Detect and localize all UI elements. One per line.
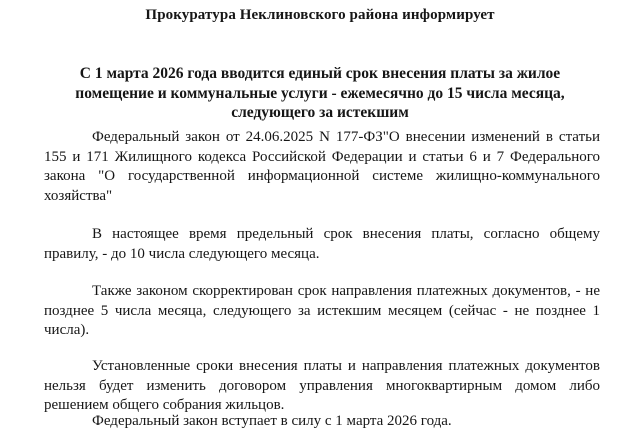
paragraph-fixed-deadlines: Установленные сроки внесения платы и направления платежных документов нельзя будет изменить договором управления многоквартирным домом либо решением общего собрания жильцов.: [44, 358, 600, 413]
paragraph-federal-law: Федеральный закон от 24.06.2025 N 177-ФЗ"О внесении изменений в статьи 155 и 171 Жилищного кодекса Российской Федерации и статьи 6 и 7 Федерального закона "О государственной информационной системе жилищно-коммунального хозяйства": [44, 129, 600, 204]
paragraph-current-deadline: В настоящее время предельный срок внесения платы, согласно общему правилу, - до 10 числа следующего месяца.: [44, 226, 600, 262]
paragraph-effective-date: Федеральный закон вступает в силу с 1 марта 2026 года.: [92, 413, 452, 429]
document-header: Прокуратура Неклиновского района информирует: [145, 7, 495, 23]
document-headline: С 1 марта 2026 года вводится единый срок внесения платы за жилое помещение и коммунальные услуги - ежемесячно до 15 числа месяца, следующего за истекшим: [75, 65, 565, 121]
paragraph-payment-documents: Также законом скорректирован срок направления платежных документов, - не позднее 5 числа месяца, следующего за истекшим месяцем (сейчас - не позднее 1 числа).: [44, 283, 600, 338]
